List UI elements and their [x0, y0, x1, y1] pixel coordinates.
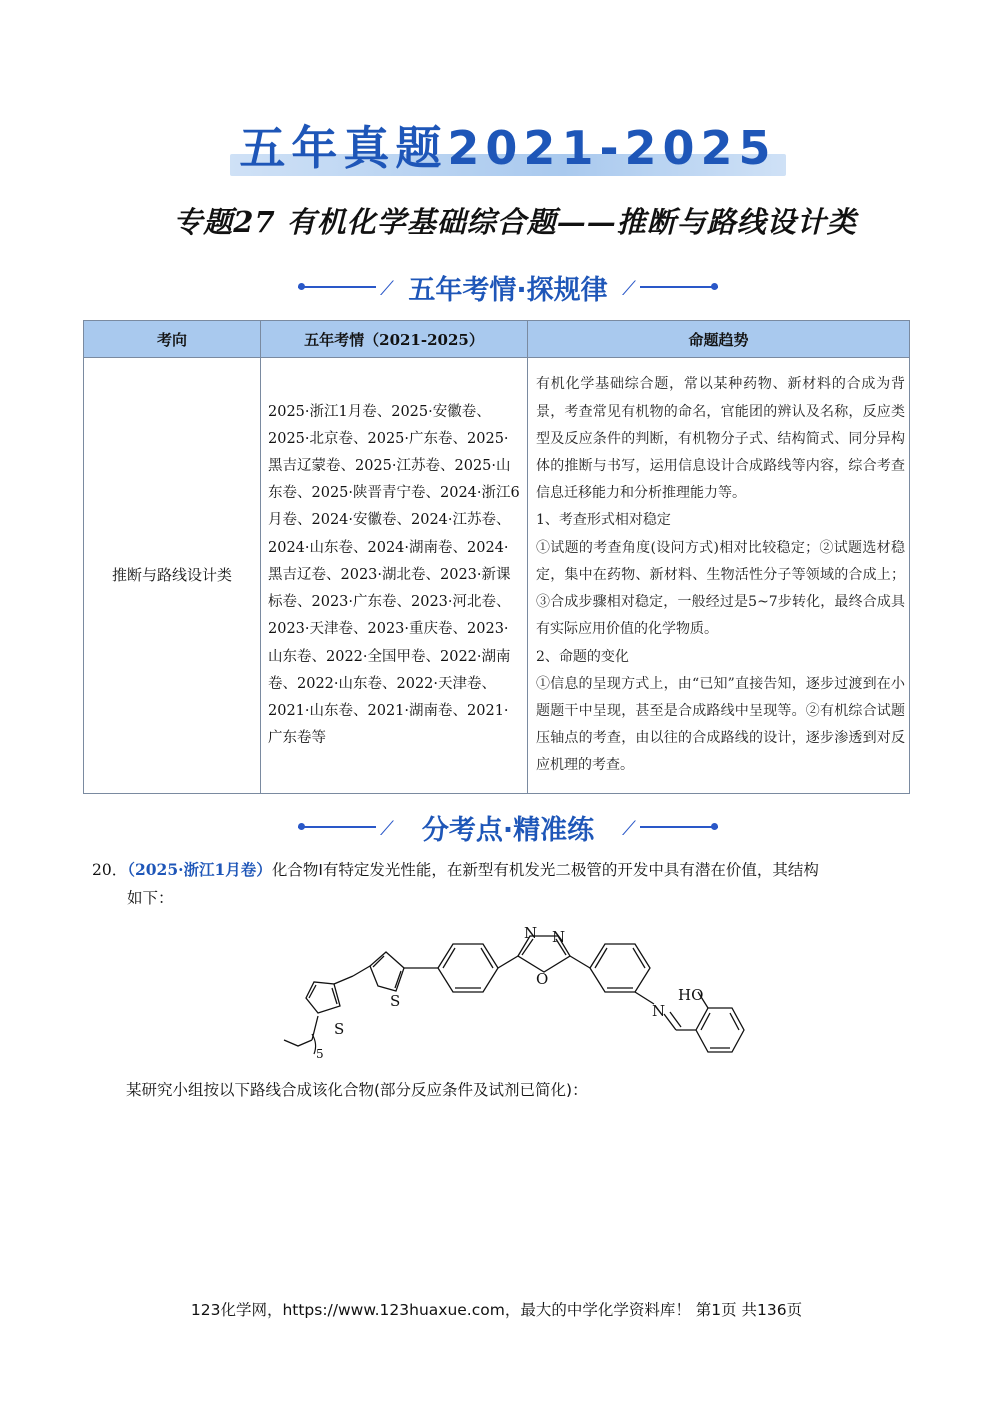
benzene-ring-2: [590, 944, 650, 992]
trend-paragraph: ①试题的考查角度(设问方式)相对比较稳定；②试题选材稳定，集中在药物、新材料、生物活性分子等领域的合成上；③合成步骤相对稳定，一般经过是5~7步转化，最终合成具有实际应用价值的化学物质。: [536, 539, 905, 638]
nitrogen-label: N: [552, 928, 566, 946]
slash-icon: ⟋: [622, 816, 636, 840]
header-topic: 考向: [84, 321, 261, 358]
route-intro: 某研究小组按以下路线合成该化合物(部分反应条件及试剂已简化)：: [126, 1081, 588, 1099]
table-header-row: [84, 321, 910, 358]
sulfur-label: S: [390, 992, 401, 1010]
question-text-cont: 如下：: [127, 889, 174, 907]
thiophene-ring-2: [370, 952, 404, 991]
slash-icon: ⟋: [380, 276, 394, 300]
nitrogen-label: N: [652, 1002, 666, 1020]
nitrogen-label: N: [524, 924, 538, 942]
question-line: [92, 856, 907, 884]
slash-icon: ⟋: [380, 816, 394, 840]
sulfur-label: S: [334, 1020, 345, 1038]
section-title: 分考点·精准练: [421, 815, 595, 846]
trend-paragraph: 有机化学基础综合题，常以某种药物、新材料的合成为背景，考查常见有机物的命名，官能团的辨认及名称，反应类型及反应条件的判断，有机物分子式、结构简式、同分异构体的推断与书写，运用信息设计合成路线等内容，综合考查信息迁移能力和分析推理能力等。: [536, 376, 905, 502]
section-heading-trends: [298, 266, 718, 306]
subscript-label: 5: [316, 1047, 324, 1061]
benzene-ring-1: [438, 944, 498, 992]
question-source: （2025·浙江1月卷）: [127, 860, 272, 879]
table-row: [84, 358, 910, 794]
dot-icon: [711, 823, 718, 830]
question-text: 化合物I有特定发光性能，在新型有机发光二极管的开发中具有潜在价值，其结构: [271, 861, 819, 879]
section-title: 五年考情·探规律: [408, 275, 608, 306]
slash-icon: ⟋: [622, 276, 636, 300]
header-papers: 五年考情（2021-2025）: [261, 321, 528, 358]
compound-i-structure: [278, 918, 748, 1068]
dot-icon: [711, 283, 718, 290]
cell-trend: [528, 358, 910, 794]
topic-subtitle: 专题27 有机化学基础综合题——推断与路线设计类: [173, 205, 857, 239]
hydroxyl-label: HO: [678, 986, 704, 1004]
oxygen-label: O: [536, 970, 549, 988]
trend-heading: 2、命题的变化: [536, 648, 629, 665]
divider-line: [640, 286, 718, 288]
header-trend: 命题趋势: [528, 321, 910, 358]
trend-heading: 1、考查形式相对稳定: [536, 512, 671, 529]
question-20: [92, 856, 907, 912]
banner-title: 五年真题2021-2025: [239, 121, 777, 175]
trend-paragraph: ①信息的呈现方式上，由“已知”直接告知，逐步过渡到在小题题干中呈现，甚至是合成路线中呈现等。②有机综合试题压轴点的考查，由以往的合成路线的设计，逐步渗透到对反应机理的考查。: [536, 675, 905, 774]
cell-topic: 推断与路线设计类: [84, 358, 261, 794]
benzene-ring-3: [696, 1008, 744, 1052]
title-banner: [228, 110, 788, 190]
alkyl-chain: [284, 1040, 312, 1046]
page-footer: 123化学网，https://www.123huaxue.com，最大的中学化学资料库！ 第1页 共136页: [190, 1301, 803, 1319]
section-heading-practice: [298, 806, 718, 846]
question-number: 20．: [92, 861, 128, 879]
divider-line: [640, 826, 718, 828]
cell-papers: 2025·浙江1月卷、2025·安徽卷、2025·北京卷、2025·广东卷、2025·黑吉辽蒙卷、2025·江苏卷、2025·山东卷、2025·陕晋青宁卷、2024·浙江6月卷、2024·安徽卷、2024·江苏卷、2024·山东卷、2024·湖南卷、2024·黑吉辽卷、2023·湖北卷、2023·新课标卷、2023·广东卷、2023·河北卷、2023·天津卷、2023·重庆卷、2023·山东卷、2022·全国甲卷、2022·湖南卷、2022·山东卷、2022·天津卷、2021·山东卷、2021·湖南卷、2021·广东卷等: [261, 358, 528, 794]
exam-trend-table: [83, 320, 910, 794]
